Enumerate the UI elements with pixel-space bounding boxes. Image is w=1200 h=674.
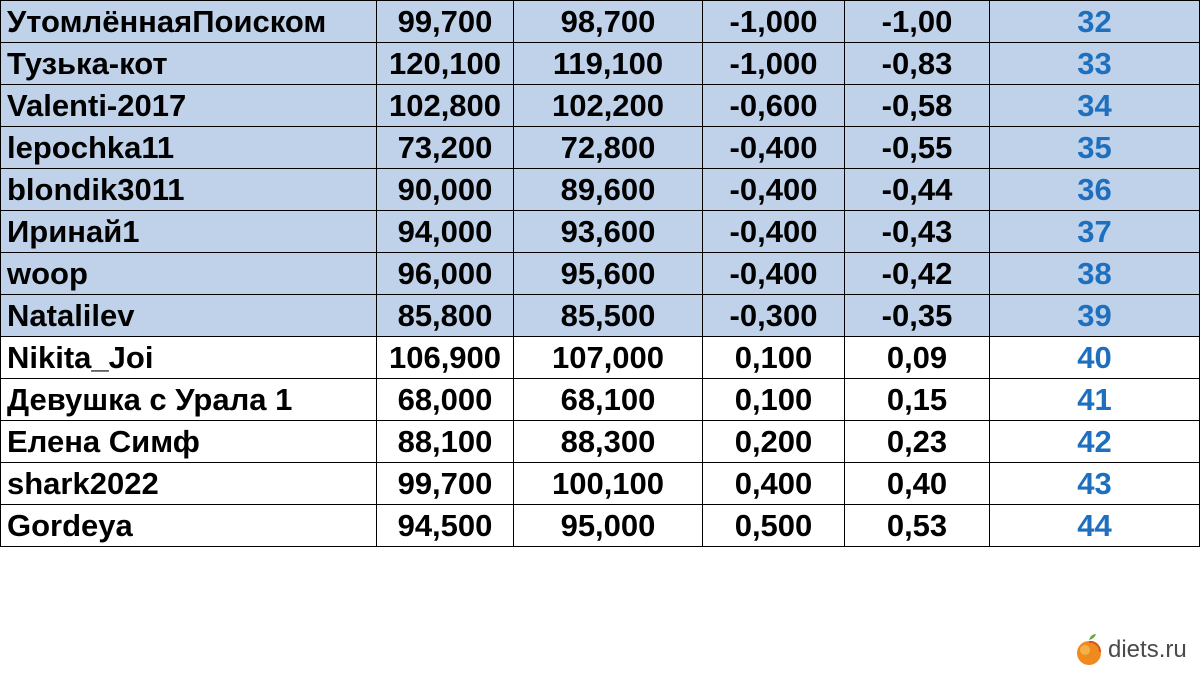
percent-change-cell: -0,35 <box>845 295 990 337</box>
percent-change-cell: 0,53 <box>845 505 990 547</box>
percent-change-cell: 0,23 <box>845 421 990 463</box>
name-cell: Valenti-2017 <box>1 85 377 127</box>
start-weight-cell: 90,000 <box>377 169 514 211</box>
rank-cell: 36 <box>990 169 1200 211</box>
start-weight-cell: 96,000 <box>377 253 514 295</box>
rank-cell: 37 <box>990 211 1200 253</box>
current-weight-cell: 119,100 <box>514 43 703 85</box>
current-weight-cell: 72,800 <box>514 127 703 169</box>
current-weight-cell: 93,600 <box>514 211 703 253</box>
percent-change-cell: -1,00 <box>845 1 990 43</box>
apple-logo-icon <box>1076 634 1102 666</box>
percent-change-cell: 0,40 <box>845 463 990 505</box>
start-weight-cell: 99,700 <box>377 1 514 43</box>
difference-cell: -0,400 <box>703 253 845 295</box>
rank-cell: 43 <box>990 463 1200 505</box>
difference-cell: -0,400 <box>703 127 845 169</box>
current-weight-cell: 68,100 <box>514 379 703 421</box>
name-cell: Тузька-кот <box>1 43 377 85</box>
percent-change-cell: -0,55 <box>845 127 990 169</box>
rank-cell: 39 <box>990 295 1200 337</box>
difference-cell: 0,100 <box>703 379 845 421</box>
table-row <box>1 421 1200 463</box>
site-watermark <box>1076 633 1187 667</box>
difference-cell: 0,200 <box>703 421 845 463</box>
name-cell: Иринай1 <box>1 211 377 253</box>
rank-cell: 35 <box>990 127 1200 169</box>
name-cell: Natalilev <box>1 295 377 337</box>
start-weight-cell: 102,800 <box>377 85 514 127</box>
name-cell: shark2022 <box>1 463 377 505</box>
percent-change-cell: -0,44 <box>845 169 990 211</box>
current-weight-cell: 98,700 <box>514 1 703 43</box>
current-weight-cell: 89,600 <box>514 169 703 211</box>
difference-cell: 0,400 <box>703 463 845 505</box>
rank-cell: 34 <box>990 85 1200 127</box>
rank-cell: 44 <box>990 505 1200 547</box>
table-row <box>1 253 1200 295</box>
start-weight-cell: 120,100 <box>377 43 514 85</box>
difference-cell: -0,400 <box>703 169 845 211</box>
rank-cell: 38 <box>990 253 1200 295</box>
difference-cell: -0,600 <box>703 85 845 127</box>
table-row <box>1 295 1200 337</box>
name-cell: Gordeya <box>1 505 377 547</box>
start-weight-cell: 106,900 <box>377 337 514 379</box>
percent-change-cell: 0,15 <box>845 379 990 421</box>
difference-cell: 0,500 <box>703 505 845 547</box>
current-weight-cell: 102,200 <box>514 85 703 127</box>
table-row <box>1 43 1200 85</box>
table-row <box>1 379 1200 421</box>
watermark-text: diets.ru <box>1108 636 1187 663</box>
difference-cell: -1,000 <box>703 43 845 85</box>
table-row <box>1 1 1200 43</box>
percent-change-cell: -0,83 <box>845 43 990 85</box>
difference-cell: -0,300 <box>703 295 845 337</box>
rank-cell: 41 <box>990 379 1200 421</box>
name-cell: woop <box>1 253 377 295</box>
start-weight-cell: 73,200 <box>377 127 514 169</box>
rank-cell: 40 <box>990 337 1200 379</box>
table-row <box>1 463 1200 505</box>
start-weight-cell: 94,500 <box>377 505 514 547</box>
table-row <box>1 127 1200 169</box>
percent-change-cell: 0,09 <box>845 337 990 379</box>
percent-change-cell: -0,43 <box>845 211 990 253</box>
rank-cell: 33 <box>990 43 1200 85</box>
name-cell: Девушка с Урала 1 <box>1 379 377 421</box>
name-cell: Елена Симф <box>1 421 377 463</box>
current-weight-cell: 95,000 <box>514 505 703 547</box>
start-weight-cell: 85,800 <box>377 295 514 337</box>
name-cell: Nikita_Joi <box>1 337 377 379</box>
difference-cell: -1,000 <box>703 1 845 43</box>
current-weight-cell: 107,000 <box>514 337 703 379</box>
rank-cell: 32 <box>990 1 1200 43</box>
current-weight-cell: 95,600 <box>514 253 703 295</box>
start-weight-cell: 88,100 <box>377 421 514 463</box>
table-row <box>1 505 1200 547</box>
difference-cell: 0,100 <box>703 337 845 379</box>
current-weight-cell: 100,100 <box>514 463 703 505</box>
table-row <box>1 85 1200 127</box>
rank-cell: 42 <box>990 421 1200 463</box>
table-row <box>1 211 1200 253</box>
table-row <box>1 169 1200 211</box>
name-cell: УтомлённаяПоиском <box>1 1 377 43</box>
start-weight-cell: 99,700 <box>377 463 514 505</box>
table-row <box>1 337 1200 379</box>
difference-cell: -0,400 <box>703 211 845 253</box>
percent-change-cell: -0,58 <box>845 85 990 127</box>
current-weight-cell: 85,500 <box>514 295 703 337</box>
name-cell: lepochka11 <box>1 127 377 169</box>
start-weight-cell: 68,000 <box>377 379 514 421</box>
percent-change-cell: -0,42 <box>845 253 990 295</box>
start-weight-cell: 94,000 <box>377 211 514 253</box>
name-cell: blondik3011 <box>1 169 377 211</box>
current-weight-cell: 88,300 <box>514 421 703 463</box>
table-body <box>1 1 1200 547</box>
